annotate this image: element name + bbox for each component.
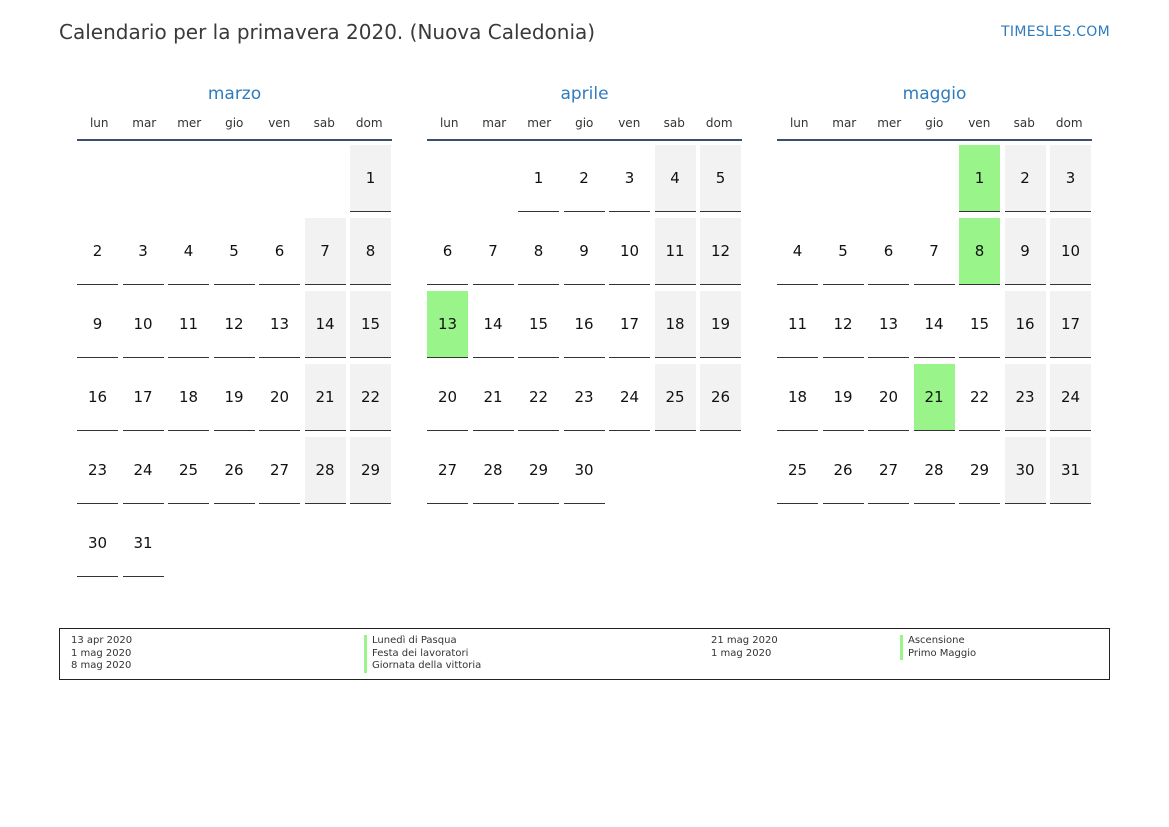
day-cell: 1 xyxy=(350,145,391,212)
day-cell: 23 xyxy=(564,364,605,431)
day-cell: 17 xyxy=(609,291,650,358)
day-cell: 11 xyxy=(168,291,209,358)
weekday-label: sab xyxy=(313,116,335,130)
day-cell: 5 xyxy=(700,145,741,212)
legend-date: 8 mag 2020 xyxy=(71,660,132,671)
legend-holiday-name: Festa dei lavoratori xyxy=(364,648,481,661)
day-cell: 3 xyxy=(609,145,650,212)
day-cell: 4 xyxy=(777,218,818,285)
day-cell: 3 xyxy=(123,218,164,285)
month-name: maggio xyxy=(902,84,967,104)
day-cell: 24 xyxy=(1050,364,1091,431)
weekday-label: mar xyxy=(132,116,157,130)
weekday-header xyxy=(77,114,392,141)
day-cell: 2 xyxy=(77,218,118,285)
weekday-label: gio xyxy=(575,116,594,130)
day-cell: 31 xyxy=(123,510,164,577)
day-cell: 25 xyxy=(168,437,209,504)
day-cell: 14 xyxy=(305,291,346,358)
legend-right-names xyxy=(900,635,976,660)
day-cell: 22 xyxy=(350,364,391,431)
day-cell: 30 xyxy=(77,510,118,577)
day-cell: 21 xyxy=(305,364,346,431)
day-cell: 17 xyxy=(123,364,164,431)
day-cell: 19 xyxy=(823,364,864,431)
weekday-label: ven xyxy=(968,116,991,130)
weekday-label: mer xyxy=(177,116,202,130)
day-cell: 5 xyxy=(823,218,864,285)
legend-holiday-name: Lunedì di Pasqua xyxy=(364,635,481,648)
holiday-day-cell: 21 xyxy=(914,364,955,431)
weekday-label: lun xyxy=(789,116,809,130)
day-cell: 20 xyxy=(868,364,909,431)
day-cell: 22 xyxy=(518,364,559,431)
day-cell: 15 xyxy=(518,291,559,358)
day-cell: 29 xyxy=(350,437,391,504)
legend-date: 21 mag 2020 xyxy=(711,635,778,646)
weekday-label: mer xyxy=(877,116,902,130)
day-cell: 4 xyxy=(655,145,696,212)
day-cell: 13 xyxy=(259,291,300,358)
weekday-header xyxy=(777,114,1092,141)
day-cell: 12 xyxy=(214,291,255,358)
month-aprile xyxy=(427,80,742,479)
day-cell: 6 xyxy=(259,218,300,285)
month-maggio xyxy=(777,80,1092,479)
day-cell: 26 xyxy=(214,437,255,504)
legend-date: 13 apr 2020 xyxy=(71,635,133,646)
brand-link[interactable]: TIMESLES.COM xyxy=(1001,24,1110,40)
day-cell: 11 xyxy=(777,291,818,358)
day-cell: 28 xyxy=(305,437,346,504)
day-cell: 11 xyxy=(655,218,696,285)
weekday-label: dom xyxy=(355,116,383,130)
legend-date: 1 mag 2020 xyxy=(71,647,132,659)
day-cell: 13 xyxy=(868,291,909,358)
weekday-header xyxy=(427,114,742,141)
day-cell: 4 xyxy=(168,218,209,285)
legend-date: 1 mag 2020 xyxy=(711,647,772,659)
day-cell: 18 xyxy=(655,291,696,358)
day-cell: 30 xyxy=(1005,437,1046,504)
day-cell: 10 xyxy=(609,218,650,285)
weekday-label: sab xyxy=(1013,116,1035,130)
day-cell: 9 xyxy=(1005,218,1046,285)
day-cell: 10 xyxy=(123,291,164,358)
day-cell: 14 xyxy=(914,291,955,358)
legend-holiday-name: Ascensione xyxy=(900,635,976,648)
weekday-label: lun xyxy=(89,116,109,130)
day-cell: 8 xyxy=(350,218,391,285)
day-cell: 20 xyxy=(259,364,300,431)
weekday-label: dom xyxy=(1055,116,1083,130)
day-cell: 8 xyxy=(518,218,559,285)
day-cell: 2 xyxy=(564,145,605,212)
day-cell: 25 xyxy=(777,437,818,504)
day-cell: 2 xyxy=(1005,145,1046,212)
day-cell: 29 xyxy=(518,437,559,504)
weekday-label: gio xyxy=(925,116,944,130)
weekday-label: mar xyxy=(482,116,507,130)
day-cell: 24 xyxy=(609,364,650,431)
day-cell: 31 xyxy=(1050,437,1091,504)
day-cell: 16 xyxy=(1005,291,1046,358)
weekday-label: lun xyxy=(439,116,459,130)
weekday-label: dom xyxy=(705,116,733,130)
weekday-label: mer xyxy=(527,116,552,130)
day-cell: 10 xyxy=(1050,218,1091,285)
month-marzo xyxy=(77,80,392,552)
day-cell: 12 xyxy=(823,291,864,358)
day-cell: 18 xyxy=(168,364,209,431)
page-title: Calendario per la primavera 2020. (Nuova Caledonia) xyxy=(59,20,596,44)
legend-holiday-name: Primo Maggio xyxy=(900,648,976,661)
day-cell: 27 xyxy=(427,437,468,504)
day-cell: 14 xyxy=(473,291,514,358)
day-cell: 5 xyxy=(214,218,255,285)
holiday-legend xyxy=(59,628,1110,680)
day-cell: 19 xyxy=(214,364,255,431)
day-cell: 7 xyxy=(914,218,955,285)
holiday-day-cell: 8 xyxy=(959,218,1000,285)
day-cell: 23 xyxy=(1005,364,1046,431)
holiday-day-cell: 13 xyxy=(427,291,468,358)
day-cell: 7 xyxy=(473,218,514,285)
day-cell: 28 xyxy=(473,437,514,504)
day-cell: 24 xyxy=(123,437,164,504)
day-cell: 22 xyxy=(959,364,1000,431)
day-cell: 29 xyxy=(959,437,1000,504)
month-name: marzo xyxy=(207,84,262,104)
day-cell: 28 xyxy=(914,437,955,504)
weekday-label: gio xyxy=(225,116,244,130)
day-cell: 6 xyxy=(427,218,468,285)
weekday-label: ven xyxy=(268,116,291,130)
day-cell: 20 xyxy=(427,364,468,431)
month-name: aprile xyxy=(560,84,609,104)
weekday-label: sab xyxy=(663,116,685,130)
day-cell: 23 xyxy=(77,437,118,504)
day-cell: 3 xyxy=(1050,145,1091,212)
day-cell: 15 xyxy=(350,291,391,358)
day-cell: 26 xyxy=(823,437,864,504)
weekday-label: ven xyxy=(618,116,641,130)
day-cell: 9 xyxy=(77,291,118,358)
legend-left-names xyxy=(364,635,481,673)
legend-right-dates xyxy=(711,635,778,660)
day-cell: 30 xyxy=(564,437,605,504)
day-cell: 7 xyxy=(305,218,346,285)
day-cell: 16 xyxy=(77,364,118,431)
weekday-label: mar xyxy=(832,116,857,130)
day-cell: 9 xyxy=(564,218,605,285)
day-cell: 27 xyxy=(259,437,300,504)
day-cell: 19 xyxy=(700,291,741,358)
day-cell: 21 xyxy=(473,364,514,431)
day-cell: 17 xyxy=(1050,291,1091,358)
holiday-day-cell: 1 xyxy=(959,145,1000,212)
day-cell: 27 xyxy=(868,437,909,504)
day-cell: 6 xyxy=(868,218,909,285)
day-cell: 12 xyxy=(700,218,741,285)
day-cell: 25 xyxy=(655,364,696,431)
day-cell: 15 xyxy=(959,291,1000,358)
legend-holiday-name: Giornata della vittoria xyxy=(364,660,481,673)
day-cell: 16 xyxy=(564,291,605,358)
day-cell: 1 xyxy=(518,145,559,212)
day-cell: 18 xyxy=(777,364,818,431)
legend-left-dates xyxy=(71,635,132,673)
day-cell: 26 xyxy=(700,364,741,431)
